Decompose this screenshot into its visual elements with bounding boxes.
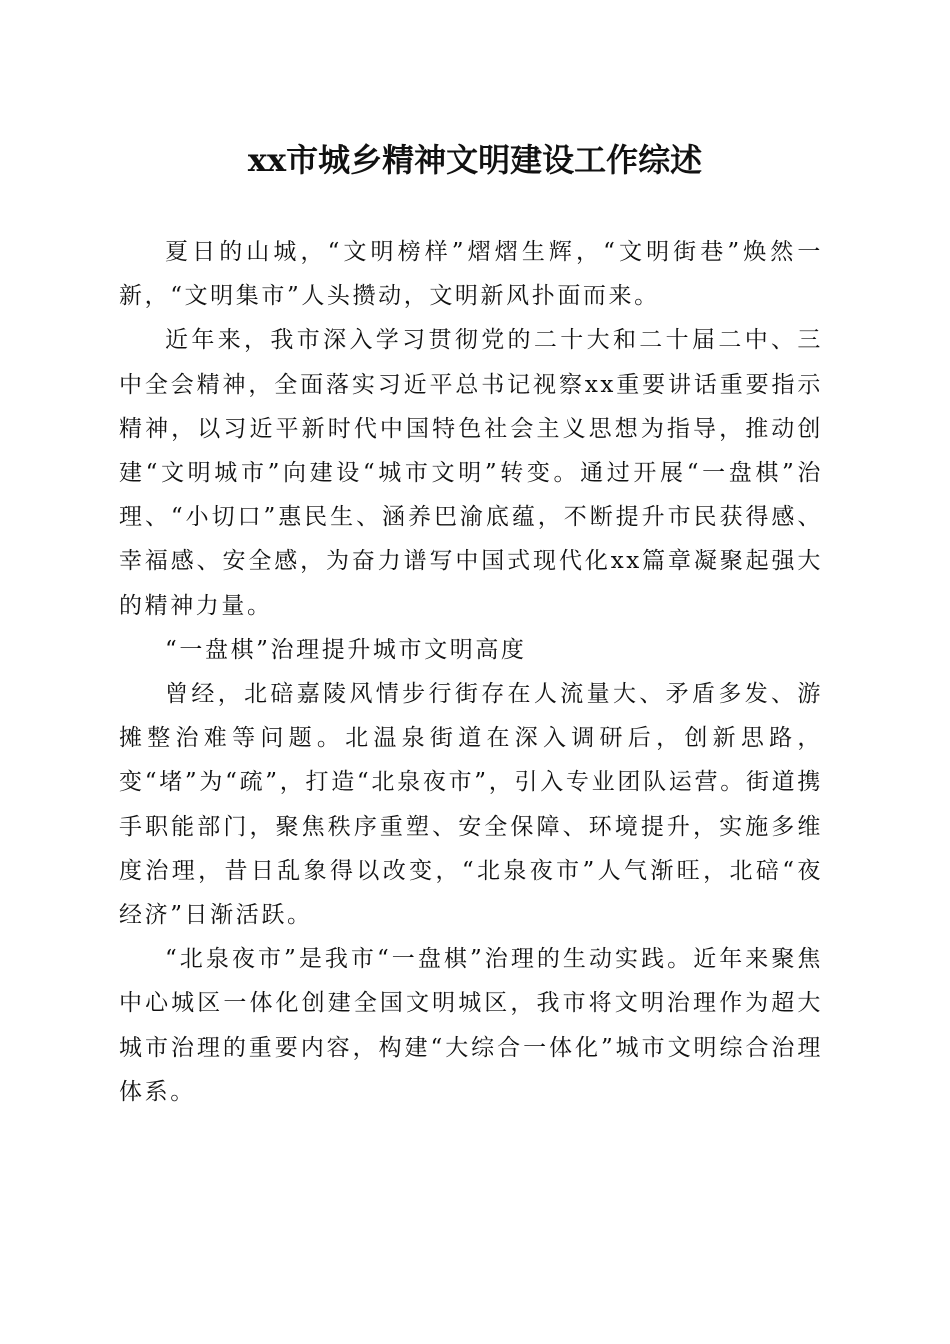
document-body	[119, 230, 823, 1114]
paragraph-beibei-case: 曾经，北碚嘉陵风情步行街存在人流量大、矛盾多发、游摊整治难等问题。北温泉街道在深入调研后，创新思路，变“堵”为“疏”，打造“北泉夜市”，引入专业团队运营。街道携手职能部门，聚焦秩序重塑、安全保障、环境提升，实施多维度治理，昔日乱象得以改变，“北泉夜市”人气渐旺，北碚“夜经济”日渐活跃。	[119, 681, 823, 929]
paragraph-governance-system: “北泉夜市”是我市“一盘棋”治理的生动实践。近年来聚焦中心城区一体化创建全国文明城区，我市将文明治理作为超大城市治理的重要内容，构建“大综合一体化”城市文明综合治理体系。	[119, 946, 823, 1105]
section-heading: “一盘棋”治理提升城市文明高度	[165, 636, 527, 663]
document-title: xx市城乡精神文明建设工作综述	[247, 141, 703, 179]
paragraph-intro: 夏日的山城，“文明榜样”熠熠生辉，“文明街巷”焕然一新，“文明集市”人头攒动，文明新风扑面而来。	[119, 239, 823, 310]
paragraph-overview: 近年来，我市深入学习贯彻党的二十大和二十届二中、三中全会精神，全面落实习近平总书记视察xx重要讲话重要指示精神，以习近平新时代中国特色社会主义思想为指导，推动创建“文明城市”向建设“城市文明”转变。通过开展“一盘棋”治理、“小切口”惠民生、涵养巴渝底蕴，不断提升市民获得感、幸福感、安全感，为奋力谱写中国式现代化xx篇章凝聚起强大的精神力量。	[119, 327, 823, 619]
